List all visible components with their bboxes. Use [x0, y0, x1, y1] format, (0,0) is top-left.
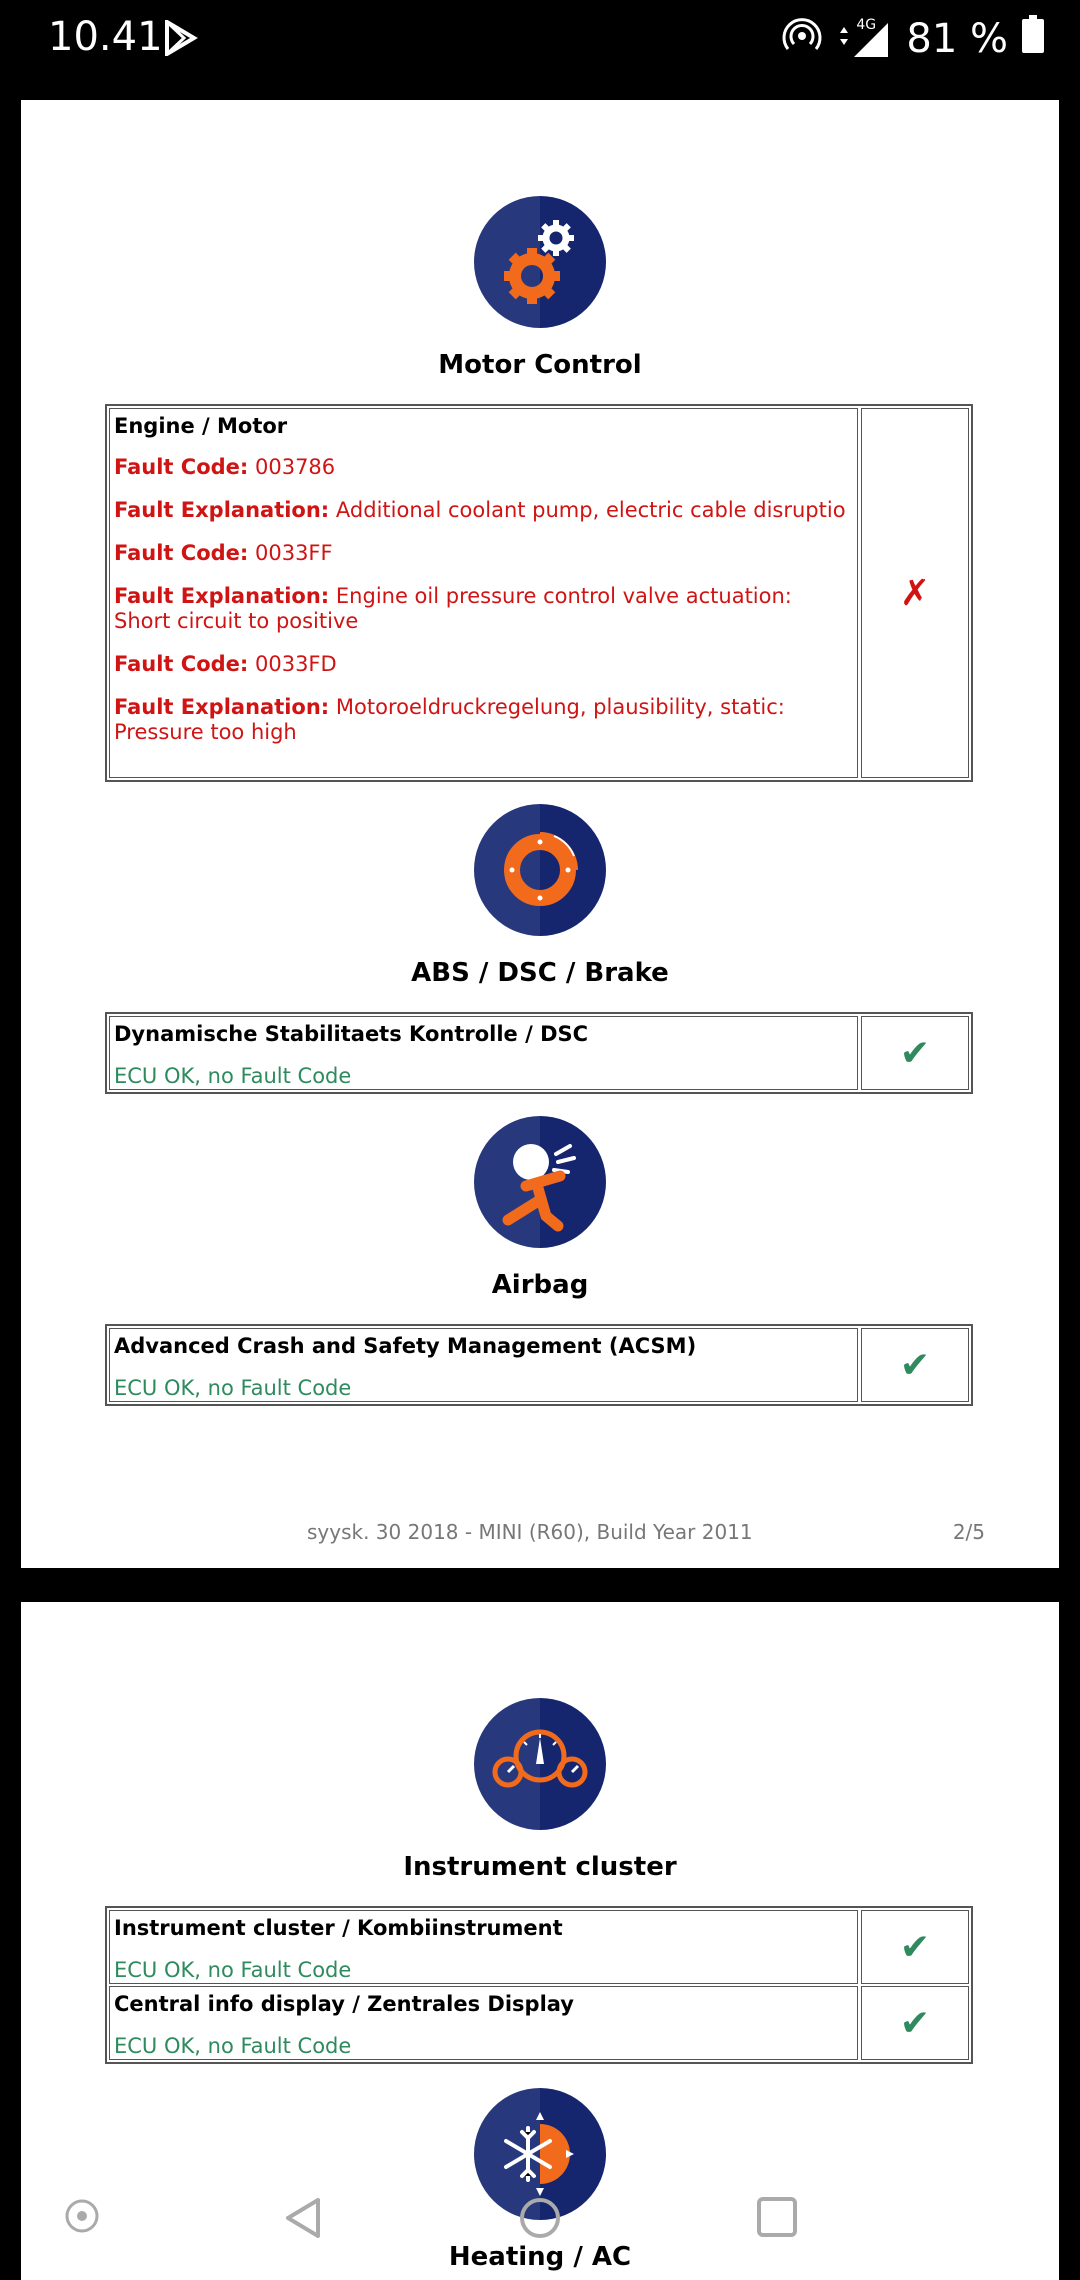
signal-4g-icon: [836, 19, 892, 59]
fault-explanation-value: Motoroeldruckregelung, plausibility, static: Pressure too high: [114, 695, 785, 744]
ecu-table-motor-control: [105, 404, 973, 782]
status-ok-icon: ✔: [861, 1016, 969, 1090]
section-title-heating-ac: Heating / AC: [448, 2242, 632, 2272]
gauges-icon: [474, 1698, 606, 1830]
fault-explanation-value: Engine oil pressure control valve actuation: Short circuit to positive: [114, 584, 792, 633]
ecu-cell: [109, 1986, 858, 2060]
fault-code-label: Fault Code:: [114, 455, 249, 479]
recents-button[interactable]: [756, 2196, 798, 2242]
status-error-icon: ✗: [861, 408, 969, 778]
ecu-cell: [109, 408, 858, 778]
fault-explanation-label: Fault Explanation:: [114, 695, 330, 719]
brake-disc-icon: [474, 804, 606, 936]
hotspot-icon: [782, 14, 822, 64]
fault-code-value: 0033FD: [254, 652, 337, 676]
fault-code-value: 003786: [254, 455, 336, 479]
ecu-name: Engine / Motor: [114, 414, 288, 438]
navigation-bar: [0, 2180, 1080, 2260]
fault-code-label: Fault Code:: [114, 652, 249, 676]
ecu-cell: [109, 1910, 858, 1984]
footer-vehicle-info: syysk. 30 2018 - MINI (R60), Build Year 2011: [307, 1520, 753, 1544]
fault-explanation-line: [114, 584, 853, 634]
fault-explanation-label: Fault Explanation:: [114, 584, 330, 608]
ecu-table-airbag: [105, 1324, 973, 1406]
ecu-status-text: ECU OK, no Fault Code: [114, 2034, 352, 2058]
table-row: [109, 1328, 969, 1402]
section-title-instrument-cluster: Instrument cluster: [403, 1852, 677, 1882]
battery-icon: [1022, 15, 1044, 63]
ecu-name: Advanced Crash and Safety Management (ACSM): [114, 1334, 697, 1358]
table-row: [109, 1986, 969, 2060]
battery-percent: 81 %: [906, 16, 1008, 62]
ecu-name: Central info display / Zentrales Display: [114, 1992, 574, 2016]
ecu-status-text: ECU OK, no Fault Code: [114, 1958, 352, 1982]
status-time: 10.41: [48, 14, 163, 60]
fault-code-label: Fault Code:: [114, 541, 249, 565]
section-title-abs: ABS / DSC / Brake: [411, 958, 669, 988]
gears-icon: [474, 196, 606, 328]
fault-code-line: [114, 652, 853, 677]
ecu-table-instrument-cluster: [105, 1906, 973, 2064]
fault-explanation-line: [114, 498, 853, 523]
fault-explanation-value: Additional coolant pump, electric cable disruptio: [335, 498, 846, 522]
status-ok-icon: ✔: [861, 1328, 969, 1402]
fault-code-line: [114, 455, 853, 480]
report-page-3: [21, 1602, 1059, 2280]
ecu-cell: [109, 1328, 858, 1402]
footer-page-number: 2/5: [952, 1520, 985, 1544]
ecu-name: Instrument cluster / Kombiinstrument: [114, 1916, 563, 1940]
assistant-button[interactable]: [62, 2196, 102, 2240]
status-bar: [0, 0, 1080, 100]
status-ok-icon: ✔: [861, 1986, 969, 2060]
status-ok-icon: ✔: [861, 1910, 969, 1984]
airbag-icon: [474, 1116, 606, 1248]
back-button[interactable]: [282, 2196, 326, 2244]
table-row: [109, 1016, 969, 1090]
fault-code-line: [114, 541, 853, 566]
fault-explanation-label: Fault Explanation:: [114, 498, 330, 522]
section-title-airbag: Airbag: [491, 1270, 589, 1300]
table-row: [109, 1910, 969, 1984]
network-type-label: 4G: [856, 17, 877, 33]
home-button[interactable]: [518, 2196, 562, 2244]
fault-explanation-line: [114, 695, 853, 745]
section-title-motor-control: Motor Control: [438, 350, 642, 380]
ecu-status-text: ECU OK, no Fault Code: [114, 1064, 352, 1088]
ecu-status-text: ECU OK, no Fault Code: [114, 1376, 352, 1400]
ecu-cell: [109, 1016, 858, 1090]
report-page-2: [21, 100, 1059, 1568]
fault-code-value: 0033FF: [254, 541, 333, 565]
ecu-table-abs: [105, 1012, 973, 1094]
play-store-icon: [164, 20, 198, 60]
ecu-name: Dynamische Stabilitaets Kontrolle / DSC: [114, 1022, 589, 1046]
table-row: [109, 408, 969, 778]
